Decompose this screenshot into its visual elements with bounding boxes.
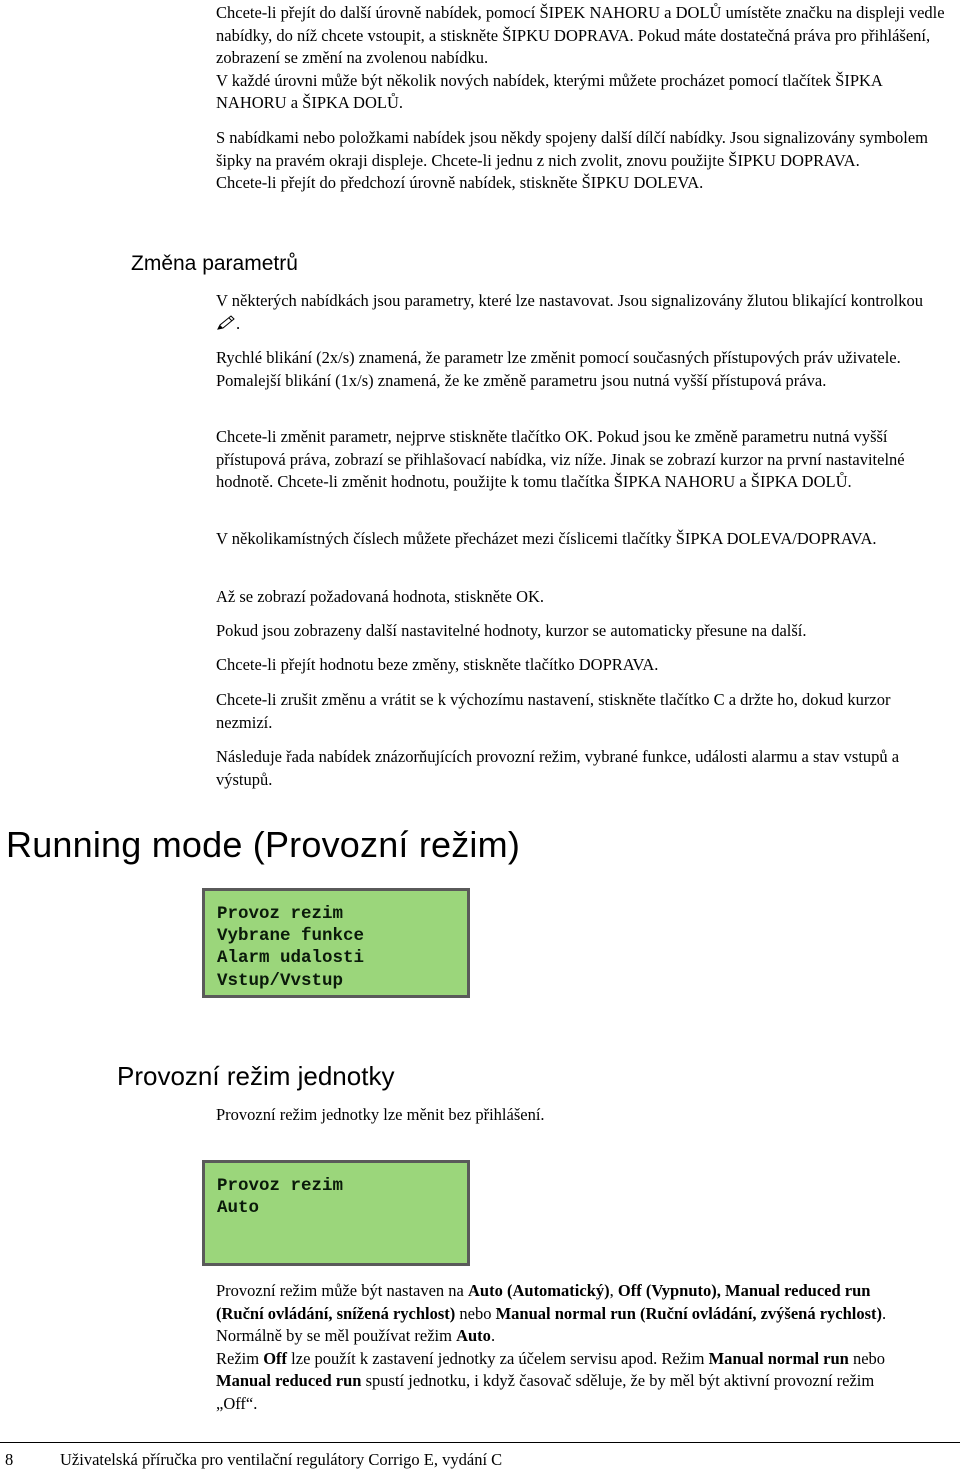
params-text-2: Rychlé blikání (2x/s) znamená, že parametr lze změnit pomocí současných přístupových práv uživatele. [216, 348, 901, 367]
lcd-line: Provoz rezim [217, 904, 344, 924]
desc-text: , [609, 1281, 618, 1300]
params-paragraph-3: Chcete-li změnit parametr, nejprve stiskněte tlačítko OK. Pokud jsou ke změně parametru nutná vyšší přístupová práva, zobrazí se přihlašovací nabídka, viz níže. Jinak se zobrazí kurzor na první nastavitelné hodnotě. Chcete-li změnit hodnotu, použijte k tomu tlačítka ŠIPKA NAHORU a ŠIPKA DOLŮ. [216, 427, 905, 491]
section-heading-params: Změna parametrů [131, 252, 298, 275]
params-text-2b: Pomalejší blikání (1x/s) znamená, že ke změně parametru jsou nutná vyšší přístupová práva. [216, 370, 827, 390]
page-number: 8 [5, 1450, 14, 1469]
intro-text-1b: V každé úrovni může být několik nových nabídek, kterými můžete procházet pomocí tlačítek ŠIPKA NAHORU a ŠIPKA DOLŮ. [216, 70, 882, 112]
desc2-bold: Manual normal run [708, 1348, 849, 1368]
lcd-line: Vstup/Vvstup [217, 970, 344, 991]
lcd-line [217, 1242, 467, 1264]
params-text-1-end: . [236, 313, 241, 333]
desc2-bold: Manual reduced run [216, 1371, 362, 1390]
lcd-line [217, 1219, 467, 1241]
params-paragraph-6: Pokud jsou zobrazeny další nastavitelné hodnoty, kurzor se automaticky přesune na další. [216, 621, 807, 640]
unit-mode-paragraph-1: Provozní režim jednotky lze měnit bez přihlášení. [216, 1105, 545, 1124]
unit-mode-heading: Provozní režim jednotky [117, 1061, 395, 1091]
running-mode-heading: Running mode (Provozní režim) [6, 824, 521, 865]
lcd-line: Auto [217, 1198, 260, 1219]
lcd-display-main-menu [202, 888, 470, 998]
params-paragraph-4: V několikamístných číslech můžete přecházet mezi číslicemi tlačítky ŠIPKA DOLEVA/DOPRAVA. [216, 529, 877, 548]
desc-text: . Normálně by se měl používat režim [216, 1303, 887, 1345]
desc2-text: Režim [216, 1348, 264, 1368]
unit-mode-description [216, 1280, 906, 1415]
desc2-bold: Off [263, 1348, 288, 1368]
desc-text: . [490, 1326, 496, 1345]
intro-text-1: Chcete-li přejít do další úrovně nabídek, pomocí ŠIPEK NAHORU a DOLŮ umístěte značku na displeji vedle nabídky, do níž chcete vstoupit, a stiskněte ŠIPKU DOPRAVA. Pokud máte dostatečná práva pro přihlášení, zobrazení se změní na zvolenou nabídku. [216, 3, 945, 67]
desc-text: nebo [455, 1303, 496, 1323]
desc-bold: Manual normal run (Ruční ovládání, zvýšená rychlost) [495, 1303, 883, 1323]
pencil-icon [216, 315, 236, 338]
intro-text-2b: Chcete-li přejít do předchozí úrovně nabídek, stiskněte ŠIPKU DOLEVA. [216, 173, 704, 192]
desc-bold: Auto (Automatický) [468, 1281, 610, 1300]
desc2-text: spustí jednotku, i když časovač sděluje, že by měl být aktivní provozní režim „Off“. [216, 1371, 875, 1413]
lcd-display-unit-mode [202, 1160, 470, 1266]
footer-title: Uživatelská příručka pro ventilační regulátory Corrigo E, vydání C [60, 1450, 503, 1469]
params-paragraph-1 [216, 290, 946, 337]
intro-paragraph-1 [216, 2, 946, 115]
intro-paragraph-2 [216, 127, 946, 195]
params-paragraph-9: Následuje řada nabídek znázorňujících provozní režim, vybrané funkce, události alarmu a stav vstupů a výstupů. [216, 747, 900, 789]
footer-divider [0, 1442, 960, 1443]
desc2-text: lze použít k zastavení jednotky za účelem servisu apod. Režim [287, 1348, 709, 1368]
desc-bold: Auto [456, 1326, 491, 1345]
params-paragraph-2 [216, 347, 946, 392]
desc2-text: nebo [848, 1348, 886, 1368]
lcd-line: Vybrane funkce [217, 926, 365, 947]
params-paragraph-8: Chcete-li zrušit změnu a vrátit se k výchozímu nastavení, stiskněte tlačítko C a držte ho, dokud kurzor nezmizí. [216, 690, 891, 732]
lcd-line: Alarm udalosti [217, 948, 365, 969]
desc-bold: Off (Vypnuto), Manual reduced run (Ruční ovládání, snížená rychlost) [216, 1281, 871, 1323]
intro-text-2: S nabídkami nebo položkami nabídek jsou někdy spojeny další dílčí nabídky. Jsou signalizovány symbolem šipky na pravém okraji displeje. Chcete-li jednu z nich zvolit, znovu použijte ŠIPKU DOPRAVA. [216, 128, 928, 170]
desc-text: Provozní režim může být nastaven na [216, 1281, 469, 1300]
params-paragraph-5: Až se zobrazí požadovaná hodnota, stiskněte OK. [216, 587, 545, 606]
params-text-1: V některých nabídkách jsou parametry, které lze nastavovat. Jsou signalizovány žlutou blikající kontrolkou [216, 291, 924, 310]
lcd-line: Provoz rezim [217, 1176, 344, 1196]
params-paragraph-7: Chcete-li přejít hodnotu beze změny, stiskněte tlačítko DOPRAVA. [216, 655, 659, 674]
